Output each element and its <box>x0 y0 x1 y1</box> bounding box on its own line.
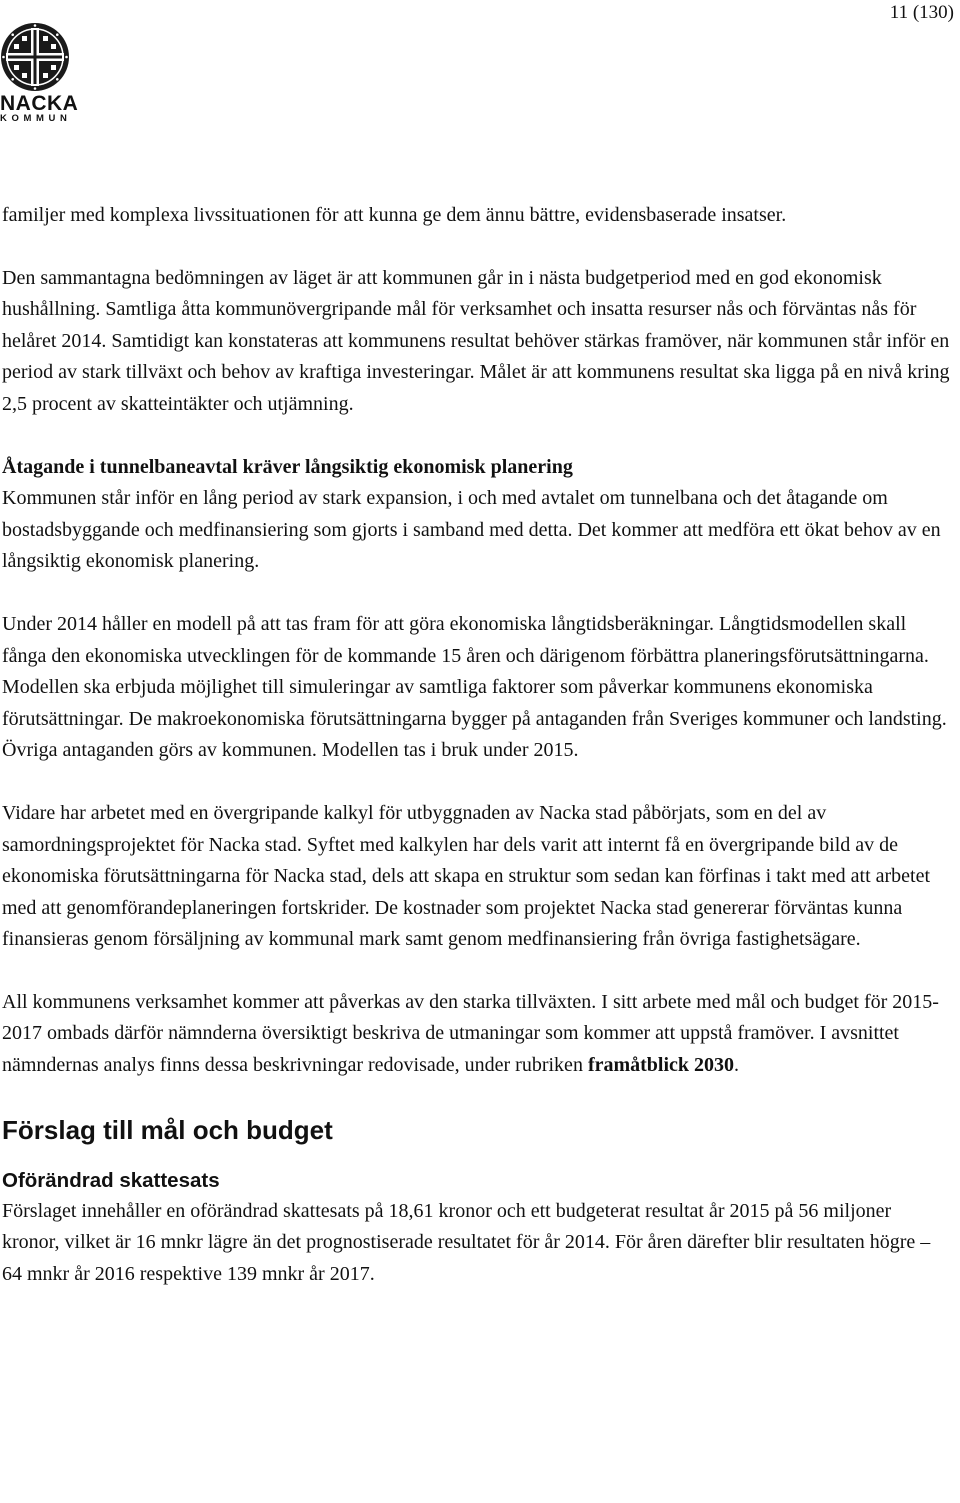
heading-main: Förslag till mål och budget <box>2 1114 333 1145</box>
growth-text: All kommunens verksamhet kommer att påverkas av den starka tillväxten. I sitt arbete med mål och budget för 2015-2017 ombads därför nämnderna översiktigt beskriva de utmaningar som kommer att uppstå framöver. I avsnittet nämndernas analys finns dessa beskrivningar redovisade, under rubriken <box>2 990 939 1077</box>
paragraph-assessment: Den sammantagna bedömningen av läget är att kommunen går in i nästa budgetperiod med en god ekonomisk hushållning. Samtliga åtta kommunövergripande mål för verksamhet och insatta resurser nås och förväntas nås för helåret 2014. Samtidigt kan konstateras att kommunens resultat behöver stärkas framöver, när kommunen står inför en period av stark tillväxt och behov av kraftiga investeringar. Målet är att kommunens resultat ska ligga på en nivå kring 2,5 procent av skatteintäkter och utjämning. <box>2 266 950 415</box>
logo-name: NACKA <box>0 92 79 115</box>
paragraph-nacka-stad: Vidare har arbetet med en övergripande kalkyl för utbyggnaden av Nacka stad påbörjats, som en del av samordningsprojektet för Nacka stad. Syftet med kalkylen har dels varit att internt få en övergripande bild av de ekonomiska förutsättningarna för Nacka stad, dels att skapa en struktur som sedan kan förfinas i takt med att arbetet med att genomförandeplaneringen fortskrider. De kostnader som projektet Nacka stad genererar förväntas kunna finansieras genom försäljning av kommunal mark samt genom medfinansiering från övriga fastighetsägare. <box>2 801 931 951</box>
paragraph-longterm-model: Under 2014 håller en modell på att tas fram för att göra ekonomiska långtidsberäkningar. Långtidsmodellen skall fånga den ekonomiska utvecklingen för de kommande 15 åren och därigenom förbättra planeringsförutsättningarna. Modellen ska erbjuda möjlighet till simuleringar av samtliga faktorer som påverkar kommunens ekonomiska förutsättningar. De makroekonomiska förutsättningarna bygger på antaganden från Sveriges kommuner och landsting. Övriga antaganden görs av kommunen. Modellen tas i bruk under 2015. <box>2 612 947 762</box>
logo-subtitle: KOMMUN <box>0 113 72 124</box>
paragraph-growth <box>2 987 952 1082</box>
nacka-emblem-icon <box>0 22 70 92</box>
page-number: 11 (130) <box>889 2 954 23</box>
nacka-kommun-logo <box>0 22 79 124</box>
growth-end: . <box>734 1054 740 1077</box>
paragraph-intro: familjer med komplexa livssituationen för att kunna ge dem ännu bättre, evidensbaserade insatser. <box>2 204 787 226</box>
paragraph-expansion: Kommunen står inför en lång period av stark expansion, i och med avtalet om tunnelbana och det åtagande om bostadsbyggande och medfinansiering som gjorts i samband med detta. Det kommer att medföra ett ökat behov av en långsiktig ekonomisk planering. <box>2 487 941 573</box>
document-body <box>2 200 952 1290</box>
growth-bold-rubric: framåtblick 2030 <box>587 1054 735 1077</box>
paragraph-tax-rate: Förslaget innehåller en oförändrad skattesats på 18,61 kronor och ett budgeterat resultat år 2015 på 56 miljoner kronor, vilket är 16 mnkr lägre än det prognostiserade resultatet för år 2014. För åren därefter blir resultaten högre – 64 mnkr år 2016 respektive 139 mnkr år 2017. <box>2 1199 931 1285</box>
heading-tunnelbana: Åtagande i tunnelbaneavtal kräver långsiktig ekonomisk planering <box>2 455 573 478</box>
heading-tax-rate: Oförändrad skattesats <box>2 1168 220 1192</box>
